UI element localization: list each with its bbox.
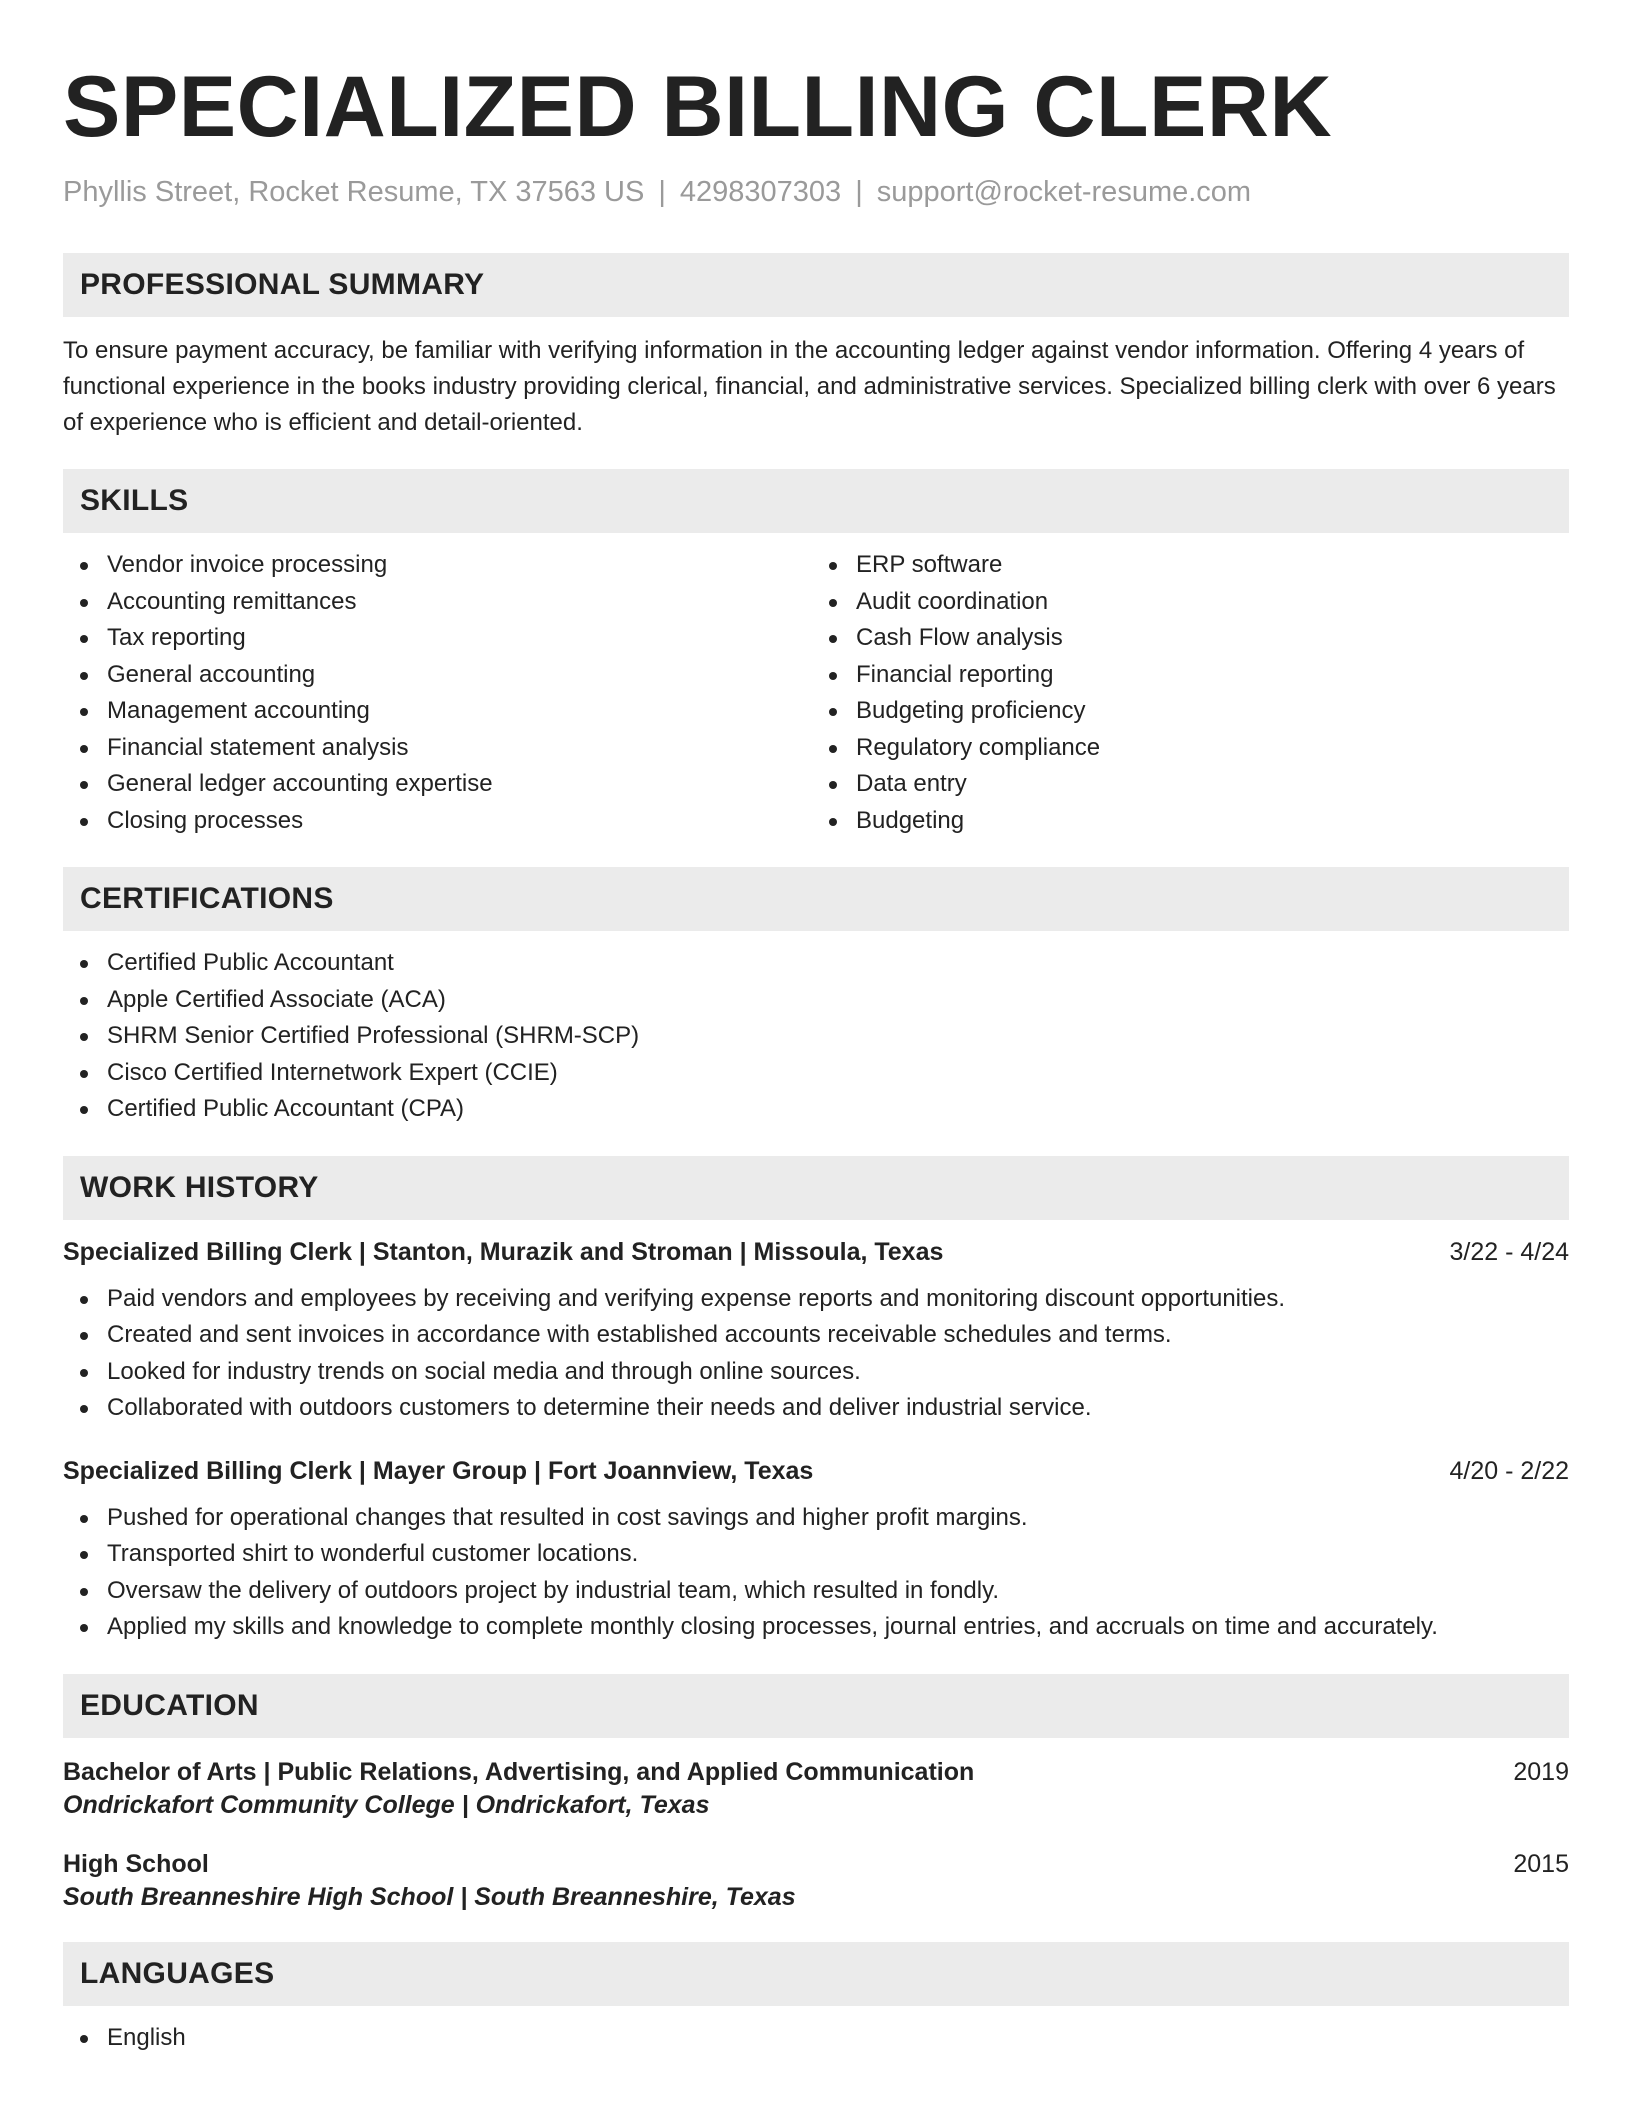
language-item: English [63,2020,1569,2057]
certifications-list [63,945,1569,1128]
skill-item: Budgeting [816,803,1569,840]
certification-item: Cisco Certified Internetwork Expert (CCIE) [63,1055,1569,1092]
skill-item: Management accounting [63,693,816,730]
job-duty: Applied my skills and knowledge to complete monthly closing processes, journal entries, and accruals on time and accurately. [63,1609,1569,1646]
summary-text: To ensure payment accuracy, be familiar with verifying information in the accounting ledger against vendor information. Offering 4 years of functional experience in the books industry providing clerical, financial, and administrative services. Specialized billing clerk with over 6 years of experience who is efficient and detail-oriented. [63,337,1556,436]
contact-line [63,176,1569,209]
section-title: LANGUAGES [80,1956,275,1990]
job-entry [63,1457,1569,1646]
languages-list [63,2020,1569,2057]
section-header-skills [63,469,1569,533]
job-duty: Pushed for operational changes that resulted in cost savings and higher profit margins. [63,1500,1569,1537]
skill-item: Vendor invoice processing [63,547,816,584]
section-title: WORK HISTORY [80,1170,319,1204]
education-year: 2019 [1513,1757,1569,1786]
skills-list [63,533,1569,839]
contact-address: Phyllis Street, Rocket Resume, TX 37563 US [63,176,645,208]
section-header-education [63,1674,1569,1738]
job-duties [63,1500,1569,1646]
skill-item: Tax reporting [63,620,816,657]
job-duty: Oversaw the delivery of outdoors project by industrial team, which resulted in fondly. [63,1573,1569,1610]
job-title: Specialized Billing Clerk | Mayer Group | Fort Joannview, Texas [63,1456,814,1485]
skills-column-left [63,547,816,839]
section-title: SKILLS [80,484,189,517]
section-header-work-history [63,1156,1569,1220]
job-dates: 3/22 - 4/24 [1449,1237,1569,1266]
section-title: EDUCATION [80,1688,259,1722]
job-title: Specialized Billing Clerk | Stanton, Murazik and Stroman | Missoula, Texas [63,1237,944,1266]
education-entry [63,1850,1569,1912]
contact-separator: | [855,176,863,208]
section-title: PROFESSIONAL SUMMARY [80,268,485,301]
skill-item: General accounting [63,657,816,694]
job-duty: Transported shirt to wonderful customer locations. [63,1536,1569,1573]
skill-item: Cash Flow analysis [816,620,1569,657]
job-duty: Paid vendors and employees by receiving and verifying expense reports and monitoring discount opportunities. [63,1281,1569,1318]
section-header-languages [63,1942,1569,2006]
skill-item: Budgeting proficiency [816,693,1569,730]
job-duty: Collaborated with outdoors customers to determine their needs and deliver industrial service. [63,1390,1569,1427]
contact-separator: | [658,176,666,208]
job-entry [63,1238,1569,1427]
job-duty: Looked for industry trends on social media and through online sources. [63,1354,1569,1391]
education-degree: Bachelor of Arts | Public Relations, Advertising, and Applied Communication [63,1757,975,1786]
skill-item: Closing processes [63,803,816,840]
certification-item: Apple Certified Associate (ACA) [63,982,1569,1019]
job-duty: Created and sent invoices in accordance with established accounts receivable schedules and terms. [63,1317,1569,1354]
skill-item: General ledger accounting expertise [63,766,816,803]
education-school: Ondrickafort Community College | Ondrickafort, Texas [63,1790,710,1819]
education-entry [63,1758,1569,1820]
section-header-summary [63,253,1569,317]
education-degree: High School [63,1849,209,1878]
skill-item: Financial statement analysis [63,730,816,767]
skill-item: Financial reporting [816,657,1569,694]
certification-item: Certified Public Accountant (CPA) [63,1091,1569,1128]
education-school: South Breanneshire High School | South Breanneshire, Texas [63,1882,796,1911]
candidate-name: SPECIALIZED BILLING CLERK [63,59,1333,155]
skill-item: Accounting remittances [63,584,816,621]
contact-email: support@rocket-resume.com [876,176,1252,208]
section-title: CERTIFICATIONS [80,882,334,915]
section-header-certifications [63,867,1569,931]
certification-item: Certified Public Accountant [63,945,1569,982]
job-dates: 4/20 - 2/22 [1449,1456,1569,1485]
certification-item: SHRM Senior Certified Professional (SHRM-SCP) [63,1018,1569,1055]
education-year: 2015 [1513,1849,1569,1878]
skill-item: Regulatory compliance [816,730,1569,767]
skill-item: Audit coordination [816,584,1569,621]
skill-item: Data entry [816,766,1569,803]
job-duties [63,1281,1569,1427]
skills-column-right [816,547,1569,839]
contact-phone: 4298307303 [679,176,842,208]
skill-item: ERP software [816,547,1569,584]
